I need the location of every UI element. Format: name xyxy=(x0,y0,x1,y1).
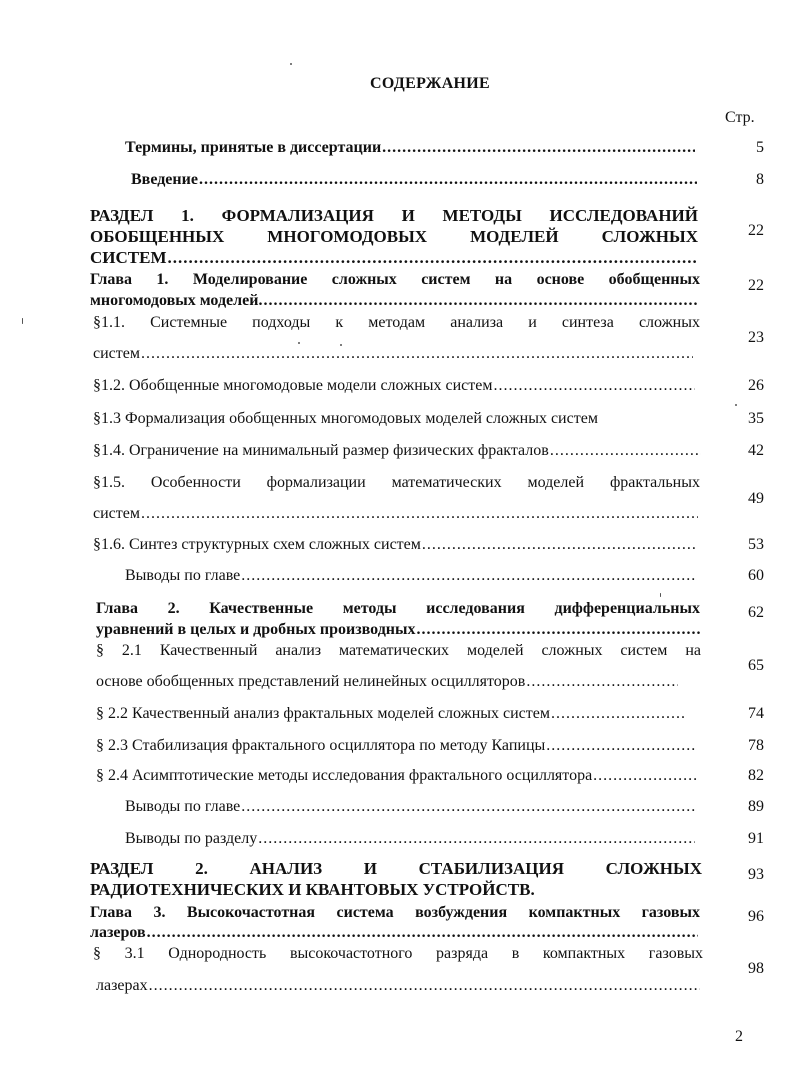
document-title: СОДЕРЖАНИЕ xyxy=(369,75,491,92)
dot-leader xyxy=(493,377,695,395)
toc-page-number: 35 xyxy=(748,410,764,427)
dot-leader xyxy=(241,567,695,585)
page-number: 2 xyxy=(735,1028,743,1045)
toc-page-number: 26 xyxy=(748,377,764,394)
toc-paragraph-2-2: § 2.2 Качественный анализ фрактальных моделей сложных систем ..... xyxy=(96,705,686,727)
dot-leader xyxy=(141,505,698,523)
toc-paragraph-2-4: § 2.4 Асимптотические методы исследования фрактального осциллятора ..... xyxy=(96,767,698,789)
dot-leader xyxy=(147,924,698,942)
dot-leader xyxy=(550,442,701,460)
toc-chapter-2-line2: уравнений в целых и дробных производных ..... xyxy=(96,621,700,643)
toc-paragraph-1-1-line2: систем ..... xyxy=(93,345,693,367)
toc-entry-terms xyxy=(125,139,695,161)
toc-section-2-line1: РАЗДЕЛ 2. АНАЛИЗ И СТАБИЛИЗАЦИЯ СЛОЖНЫХ xyxy=(90,859,702,878)
toc-paragraph-1-4: §1.4. Ограничение на минимальный размер физических фракталов ..... xyxy=(93,442,701,464)
toc-chapter-1-line1: Глава 1. Моделирование сложных систем на основе обобщенных xyxy=(90,271,700,288)
toc-page-number: 98 xyxy=(748,960,764,977)
dot-leader xyxy=(141,345,693,363)
toc-chapter-2-line1: Глава 2. Качественные методы исследования дифференциальных xyxy=(96,600,700,617)
toc-paragraph-1-2: §1.2. Обобщенные многомодовые модели сложных систем ..... xyxy=(93,377,695,399)
toc-page-number: 5 xyxy=(756,139,764,156)
toc-page-number: 42 xyxy=(748,442,764,459)
toc-page-number: 53 xyxy=(748,536,764,553)
toc-paragraph-3-1-line1: § 3.1 Однородность высокочастотного разряда в компактных газовых xyxy=(93,945,703,962)
dot-leader xyxy=(263,292,698,310)
toc-paragraph-2-3: § 2.3 Стабилизация фрактального осциллятора по методу Капицы ..... xyxy=(96,737,696,759)
dot-leader xyxy=(382,139,695,157)
toc-paragraph-1-3: §1.3 Формализация обобщенных многомодовых моделей сложных систем xyxy=(93,410,598,427)
toc-page-number: 49 xyxy=(748,490,764,507)
scan-speck xyxy=(340,344,342,346)
toc-page-number: 96 xyxy=(748,908,764,925)
toc-page-number: 74 xyxy=(748,705,764,722)
toc-conclusions-chapter-1: Выводы по главе ..... xyxy=(125,567,695,589)
dot-leader xyxy=(593,767,698,785)
toc-page-number: 93 xyxy=(748,866,764,883)
page-column-header: Стр. xyxy=(725,109,755,126)
toc-paragraph-1-6: §1.6. Синтез структурных схем сложных систем ..... xyxy=(93,536,697,558)
dot-leader xyxy=(526,673,678,691)
dot-leader xyxy=(258,830,695,848)
toc-conclusions-chapter-2: Выводы по главе ..... xyxy=(125,798,695,820)
scan-speck xyxy=(660,593,661,597)
toc-chapter-3-line2: лазеров ..... xyxy=(90,924,698,946)
toc-paragraph-2-1-line2: основе обобщенных представлений нелинейных осцилляторов ..... xyxy=(96,673,678,695)
toc-page-number: 23 xyxy=(748,329,764,346)
toc-page-number: 89 xyxy=(748,798,764,815)
toc-page-number: 82 xyxy=(748,767,764,784)
toc-section-1-line3: СИСТЕМ ..... xyxy=(90,248,698,264)
dot-leader xyxy=(551,705,686,723)
scan-speck xyxy=(290,63,292,65)
dot-leader xyxy=(149,977,700,995)
scan-speck xyxy=(298,342,300,344)
toc-page-number: 8 xyxy=(756,171,764,188)
toc-entry-text: Введение xyxy=(131,171,198,188)
toc-chapter-3-line1: Глава 3. Высокочастотная система возбуждения компактных газовых xyxy=(90,904,700,921)
toc-paragraph-2-1-line1: § 2.1 Качественный анализ математических моделей сложных систем на xyxy=(96,642,701,659)
toc-paragraph-1-5-line2: систем ..... xyxy=(93,505,698,527)
toc-entry-text: Термины, принятые в диссертации xyxy=(125,139,382,156)
scan-speck xyxy=(735,404,737,406)
toc-section-1-line1: РАЗДЕЛ 1. ФОРМАЛИЗАЦИЯ И МЕТОДЫ ИССЛЕДОВАНИЙ xyxy=(90,206,698,225)
dot-leader xyxy=(199,171,697,189)
toc-paragraph-1-1-line1: §1.1. Системные подходы к методам анализа и синтеза сложных xyxy=(93,314,700,331)
toc-section-1-line2: ОБОБЩЕННЫХ МНОГОМОДОВЫХ МОДЕЛЕЙ СЛОЖНЫХ xyxy=(90,227,698,246)
toc-section-2-line2: РАДИОТЕХНИЧЕСКИХ И КВАНТОВЫХ УСТРОЙСТВ. xyxy=(90,880,535,899)
dot-leader xyxy=(546,737,696,755)
dot-leader xyxy=(422,536,697,554)
toc-chapter-1-line2: многомодовых моделей. ..... xyxy=(90,292,698,314)
toc-page-number: 78 xyxy=(748,737,764,754)
toc-page-number: 65 xyxy=(748,657,764,674)
toc-page-number: 91 xyxy=(748,830,764,847)
dot-leader xyxy=(417,621,700,639)
toc-paragraph-3-1-line2: лазерах ..... xyxy=(96,977,700,999)
toc-conclusions-section-1: Выводы по разделу ..... xyxy=(125,830,695,852)
dot-leader xyxy=(168,248,699,264)
toc-page-number: 60 xyxy=(748,567,764,584)
toc-entry-introduction xyxy=(131,171,697,193)
toc-paragraph-1-5-line1: §1.5. Особенности формализации математических моделей фрактальных xyxy=(93,474,700,491)
scan-speck xyxy=(22,318,23,324)
dot-leader xyxy=(241,798,695,816)
toc-page-number: 62 xyxy=(748,604,764,621)
toc-page-number: 22 xyxy=(748,277,764,294)
toc-page-number: 22 xyxy=(748,222,764,239)
